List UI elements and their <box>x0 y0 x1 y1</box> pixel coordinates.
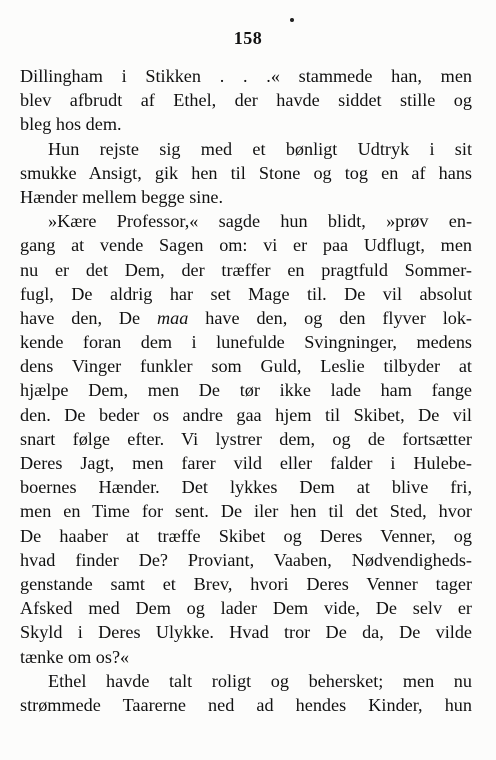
text-line: den. De beder os andre gaa hjem til Skibet, De vil <box>20 404 472 425</box>
text-line: tænke om os?« <box>20 646 130 667</box>
text-line: have den, De maa have den, og den flyver lok- <box>20 307 472 328</box>
text-line: hjælpe Dem, men De tør ikke lade ham fange <box>20 380 472 401</box>
text-line: Hun rejste sig med et bønligt Udtryk i sit <box>48 138 472 159</box>
text-line: hvad finder De? Proviant, Vaaben, Nødvendigheds- <box>20 549 472 570</box>
text-line: bleg hos dem. <box>20 114 122 135</box>
body-text <box>20 64 472 717</box>
text-line: fugl, De aldrig har set Mage til. De vil absolut <box>20 283 472 304</box>
text-line: Ethel havde talt roligt og behersket; men nu <box>48 670 472 691</box>
text-line: dens Vinger funkler som Guld, Leslie tilbyder at <box>20 356 472 377</box>
text-line: smukke Ansigt, gik hen til Stone og tog en af hans <box>20 162 472 183</box>
text-line: snart følge efter. Vi lystrer dem, og de fortsætter <box>20 428 472 449</box>
text-line: boernes Hænder. Det lykkes Dem at blive fri, <box>20 477 472 498</box>
text-line: Deres Jagt, men farer vild eller falder i Hulebe- <box>20 453 472 473</box>
text-line: strømmede Taarerne ned ad hendes Kinder, hun <box>20 694 472 715</box>
text-line: genstande samt et Brev, hvori Deres Venner tager <box>20 573 472 594</box>
text-line: De haaber at træffe Skibet og Deres Venner, og <box>20 525 472 546</box>
text-line: kende foran dem i lunefulde Svingninger, medens <box>20 332 472 353</box>
text-line: Hænder mellem begge sine. <box>20 186 224 207</box>
text-line: Skyld i Deres Ulykke. Hvad tror De da, De vilde <box>20 622 472 643</box>
emphasis: maa <box>157 307 189 328</box>
text-line: blev afbrudt af Ethel, der havde siddet stille og <box>20 90 472 111</box>
ink-speck <box>290 18 294 22</box>
text-line: Dillingham i Stikken . . .« stammede han, men <box>20 66 472 86</box>
text-line: gang at vende Sagen om: vi er paa Udflugt, men <box>20 235 472 256</box>
text-line: Afsked med Dem og lader Dem vide, De selv er <box>20 598 472 619</box>
page-number: 158 <box>233 28 263 48</box>
text-line: men en Time for sent. De iler hen til det Sted, hvor <box>20 501 472 522</box>
text-line: »Kære Professor,« sagde hun blidt, »prøv en- <box>48 211 472 232</box>
text-line: nu er det Dem, der træffer en pragtfuld Sommer- <box>20 259 472 280</box>
